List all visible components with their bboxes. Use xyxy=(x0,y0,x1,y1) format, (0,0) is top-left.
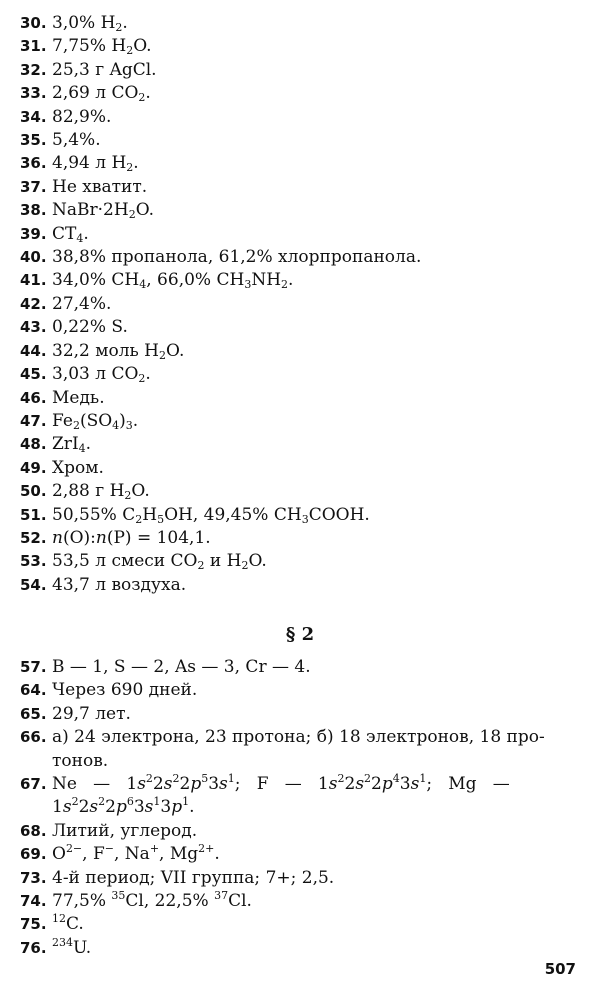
answer-text: 2,69 л $CO_2$. xyxy=(52,83,151,105)
answer-text: $O^{2-}$, F−, Na+, $Mg^{2+}$. xyxy=(52,842,220,865)
answer-number: 38. xyxy=(20,201,47,220)
answer-number: 43. xyxy=(20,318,47,337)
answer-row xyxy=(20,129,585,152)
answer-text: 50,55% $C_2H_5OH$, 49,45% $CH_3COOH$. xyxy=(52,504,370,526)
answer-row xyxy=(20,82,585,105)
answer-text: Через 690 дней. xyxy=(52,680,198,701)
answer-number: 73. xyxy=(20,868,47,887)
answer-text: Медь. xyxy=(52,387,105,408)
section-heading: § 2 xyxy=(285,624,315,645)
answer-number: 30. xyxy=(20,14,47,32)
answer-text: Ne — $1s^22s^22p^53s^1$; F — $1s^22s^22p^43s^1$; Mg — $1s^22s^22p^63s^13p^1$. xyxy=(52,772,510,818)
answer-text: $NaBr\cdot 2H_2O$. xyxy=(52,200,155,222)
answer-number: 67. xyxy=(20,775,47,794)
answer-number: 68. xyxy=(20,821,47,840)
answer-text: $^{12}$C. xyxy=(52,912,84,935)
answer-text: 4,94 л $H_2$. xyxy=(52,153,139,175)
answer-row xyxy=(20,550,585,573)
answer-row xyxy=(20,387,585,410)
answer-number: 74. xyxy=(20,892,47,911)
answer-row xyxy=(20,527,585,550)
answer-text: $Fe_2(SO_4)_3$. xyxy=(52,410,139,432)
answer-text: 0,22% S. xyxy=(52,317,128,338)
answer-row xyxy=(20,913,585,936)
answer-row xyxy=(20,820,585,843)
answer-number: 47. xyxy=(20,411,47,430)
answer-number: 35. xyxy=(20,131,47,150)
answer-row xyxy=(20,106,585,129)
answer-text: B — 1, S — 2, As — 3, Cr — 4. xyxy=(52,657,311,677)
answer-row xyxy=(20,35,585,58)
answer-text: 32,2 моль $H_2O$. xyxy=(52,340,185,362)
answer-number: 31. xyxy=(20,37,47,56)
answer-number: 52. xyxy=(20,528,47,547)
answer-row xyxy=(20,433,585,456)
answer-text: 27,4%. xyxy=(52,293,112,314)
answer-text: n(O):n(P) = 104,1. xyxy=(52,527,211,548)
answer-number: 37. xyxy=(20,177,47,196)
answers-list-part2 xyxy=(20,656,585,960)
answer-text: 3,03 л $CO_2$. xyxy=(52,364,151,386)
answer-row xyxy=(20,867,585,890)
answer-number: 45. xyxy=(20,365,47,384)
answer-row xyxy=(20,679,585,702)
answer-row xyxy=(20,937,585,960)
answer-text: 5,4%. xyxy=(52,130,101,151)
answer-row xyxy=(20,316,585,339)
answer-text: Хром. xyxy=(52,457,104,478)
answer-row xyxy=(20,246,585,269)
answer-row xyxy=(20,269,585,292)
answer-text: 3,0% $H_2$. xyxy=(52,13,128,34)
answer-number: 32. xyxy=(20,60,47,79)
answer-number: 40. xyxy=(20,248,47,267)
answer-row xyxy=(20,457,585,480)
answer-row xyxy=(20,340,585,363)
answer-number: 53. xyxy=(20,552,47,571)
answer-text: 77,5% $^{35}$Cl, 22,5% $^{37}$Cl. xyxy=(52,889,252,912)
answer-row xyxy=(20,59,585,82)
answer-number: 33. xyxy=(20,84,47,103)
answer-row xyxy=(20,363,585,386)
answer-number: 44. xyxy=(20,341,47,360)
answer-text: Литий, углерод. xyxy=(52,820,198,841)
answer-row xyxy=(20,504,585,527)
answer-number: 50. xyxy=(20,482,47,501)
answer-row xyxy=(20,843,585,866)
page-number: 507 xyxy=(544,960,576,978)
answer-number: 49. xyxy=(20,458,47,477)
answer-number: 46. xyxy=(20,388,47,407)
answer-number: 51. xyxy=(20,505,47,524)
answer-number: 75. xyxy=(20,915,47,934)
answer-text: 43,7 л воздуха. xyxy=(52,574,187,595)
answer-number: 76. xyxy=(20,938,47,957)
answer-row xyxy=(20,656,585,679)
answer-text: 4-й период; VII группа; 7+; 2,5. xyxy=(52,867,335,888)
answer-number: 54. xyxy=(20,575,47,594)
answer-row xyxy=(20,773,585,820)
answer-text: 53,5 л смеси $CO_2$ и $H_2O$. xyxy=(52,551,267,573)
answer-text: $^{234}$U. xyxy=(52,935,92,958)
answer-row xyxy=(20,152,585,175)
answer-row xyxy=(20,890,585,913)
answer-text: $CT_4$. xyxy=(52,223,89,245)
answer-text: 34,0% $CH_4$, 66,0% $CH_3NH_2$. xyxy=(52,270,294,292)
answer-number: 65. xyxy=(20,704,47,723)
answer-number: 41. xyxy=(20,271,47,290)
answer-number: 66. xyxy=(20,728,47,747)
answer-text: 38,8% пропанола, 61,2% хлорпропанола. xyxy=(52,247,422,268)
answer-row xyxy=(20,410,585,433)
answer-row xyxy=(20,480,585,503)
answer-row xyxy=(20,223,585,246)
answer-number: 64. xyxy=(20,681,47,700)
answer-row xyxy=(20,703,585,726)
answer-number: 69. xyxy=(20,845,47,864)
answer-number: 36. xyxy=(20,154,47,173)
answer-number: 57. xyxy=(20,658,47,676)
answer-number: 42. xyxy=(20,294,47,313)
answer-text: Не хватит. xyxy=(52,176,148,197)
answer-row xyxy=(20,176,585,199)
answer-text: 82,9%. xyxy=(52,106,112,127)
answers-list-part1 xyxy=(20,12,585,597)
answer-text: 2,88 г $H_2O$. xyxy=(52,481,150,503)
answer-row xyxy=(20,293,585,316)
answer-text: 7,75% $H_2O$. xyxy=(52,36,152,58)
answer-number: 48. xyxy=(20,435,47,454)
answer-text: 29,7 лет. xyxy=(52,703,131,724)
answer-text: 25,3 г AgCl. xyxy=(52,59,157,80)
answer-row xyxy=(20,199,585,222)
answer-row xyxy=(20,726,585,773)
answer-row xyxy=(20,574,585,597)
answer-text: ZrI$_4$. xyxy=(52,434,92,456)
answer-number: 34. xyxy=(20,107,47,126)
answer-text: а) 24 электрона, 23 протона; б) 18 электронов, 18 про- тонов. xyxy=(52,727,545,771)
answer-row xyxy=(20,12,585,35)
answer-number: 39. xyxy=(20,224,47,243)
